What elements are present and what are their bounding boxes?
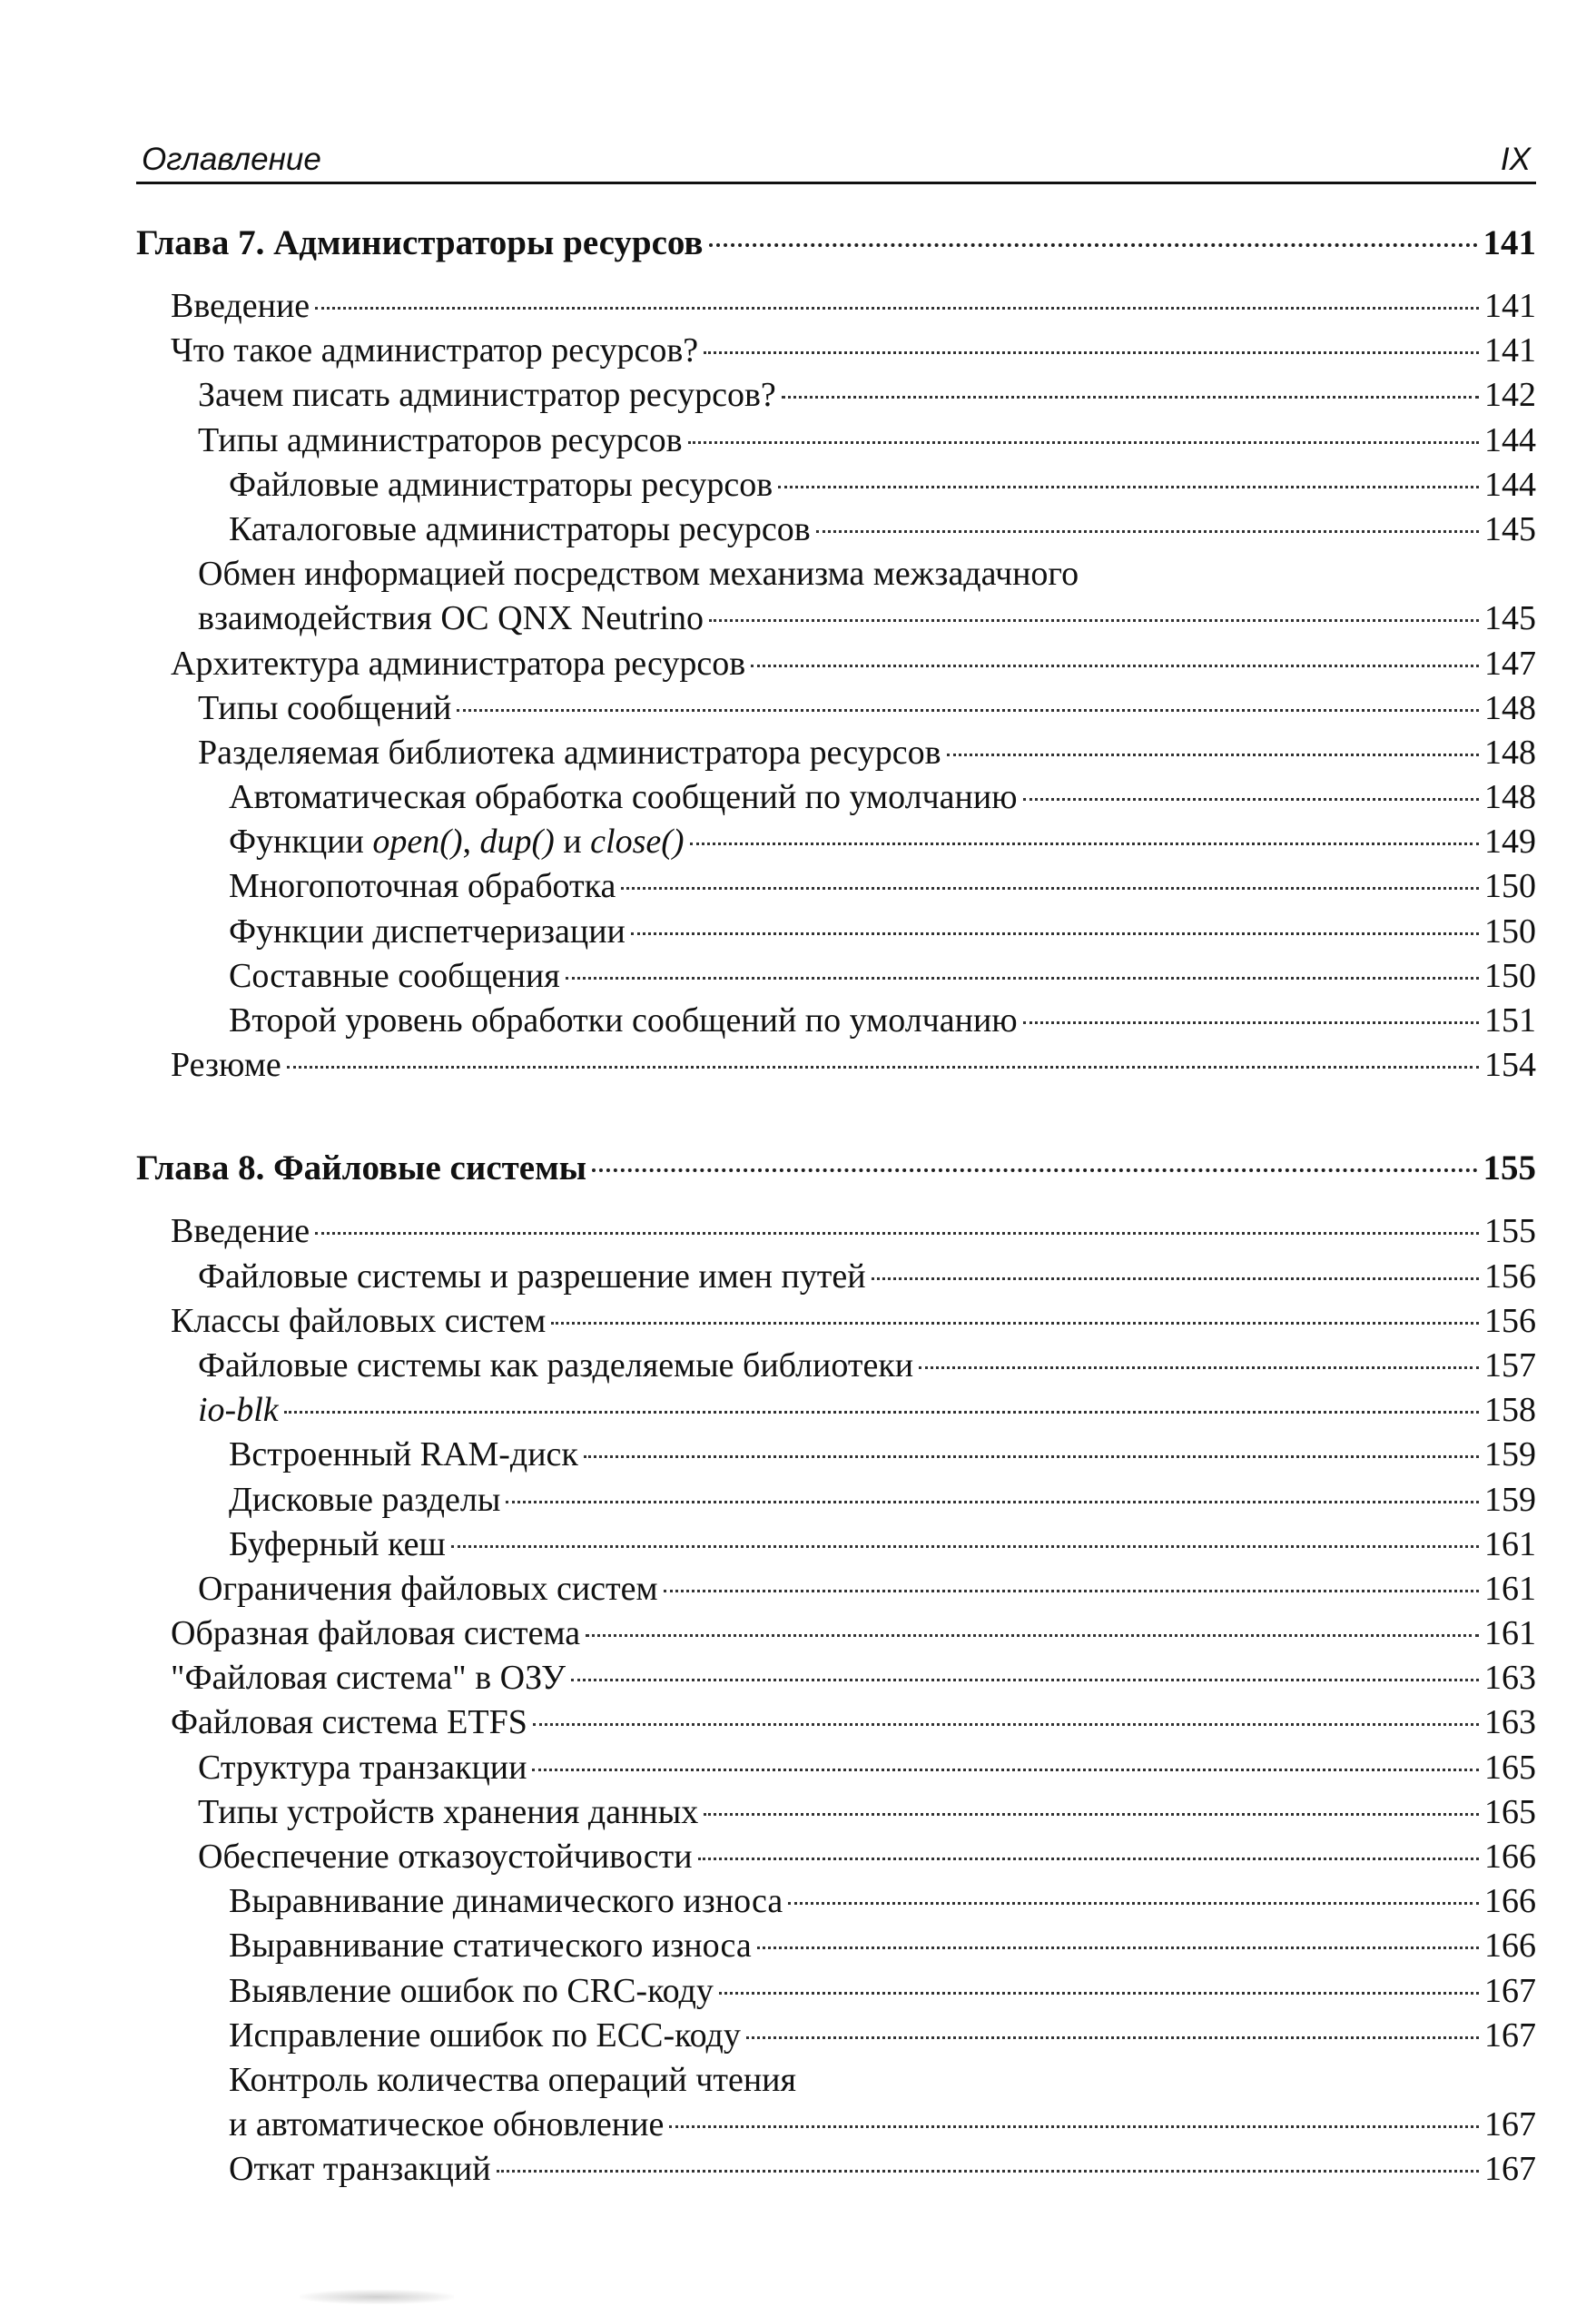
entry-page: 148 (1484, 733, 1536, 772)
toc-entry-continuation[interactable] (136, 2103, 1536, 2147)
toc-entry[interactable] (136, 2014, 1536, 2058)
toc-entry[interactable] (136, 463, 1536, 508)
entry-page: 159 (1484, 1435, 1536, 1474)
dot-leader (571, 1679, 1479, 1681)
dot-leader (457, 709, 1479, 712)
entry-title-continued: взаимодействия ОС QNX Neutrino (198, 599, 704, 638)
dot-leader (816, 530, 1479, 533)
dot-leader (778, 486, 1479, 488)
entry-page: 141 (1484, 331, 1536, 370)
entry-title: Каталоговые администраторы ресурсов (229, 509, 811, 548)
entry-title: Типы устройств хранения данных (198, 1792, 699, 1831)
entry-page: 141 (1484, 287, 1536, 325)
function-name-close: close() (590, 823, 685, 862)
dot-leader (757, 1946, 1479, 1949)
toc-entry[interactable] (136, 1700, 1536, 1745)
dot-leader (1023, 1021, 1479, 1024)
entry-title: Обмен информацией посредством механизма межзадачного (198, 555, 1079, 594)
dot-leader (947, 754, 1479, 756)
toc-entry[interactable] (136, 910, 1536, 954)
toc-entry[interactable] (136, 1879, 1536, 1924)
scan-smudge (300, 2290, 454, 2304)
entry-page: 157 (1484, 1345, 1536, 1385)
entry-title: Встроенный RAM-диск (229, 1435, 578, 1474)
dot-leader (782, 396, 1479, 399)
toc-entry[interactable] (136, 999, 1536, 1043)
toc-entry[interactable] (136, 731, 1536, 775)
entry-page: 167 (1484, 2105, 1536, 2144)
entry-page: 161 (1484, 1524, 1536, 1563)
header-page-number: IX (1500, 142, 1531, 177)
toc-entry-first-line[interactable] (136, 2058, 1536, 2103)
entry-title: Типы администраторов ресурсов (198, 420, 683, 459)
entry-page: 151 (1484, 1001, 1536, 1040)
entry-page: 163 (1484, 1703, 1536, 1742)
entry-title: Что такое администратор ресурсов? (171, 331, 699, 370)
header-title: Оглавление (142, 142, 321, 177)
entry-title: Зачем писать администратор ресурсов? (198, 376, 776, 415)
entry-title: Контроль количества операций чтения (229, 2060, 796, 2099)
entry-title: Структура транзакции (198, 1748, 527, 1787)
dot-leader (872, 1277, 1479, 1280)
toc-entry[interactable] (136, 864, 1536, 909)
toc-entry[interactable] (136, 1969, 1536, 2014)
toc-entry[interactable] (136, 329, 1536, 373)
entry-page: 144 (1484, 420, 1536, 459)
toc-entry[interactable] (136, 2147, 1536, 2192)
dot-leader (315, 307, 1479, 310)
dot-leader (586, 1634, 1479, 1637)
dot-leader (566, 977, 1479, 980)
entry-separator: и (554, 823, 591, 862)
entry-title-continued: и автоматическое обновление (229, 2105, 665, 2144)
entry-page: 150 (1484, 867, 1536, 906)
toc-entry[interactable] (136, 1388, 1536, 1433)
dot-leader (551, 1322, 1479, 1325)
toc-entry[interactable] (136, 1924, 1536, 1968)
entry-title: Введение (171, 287, 310, 325)
chapter-heading[interactable] (136, 222, 1536, 279)
entry-title: Образная файловая система (171, 1614, 581, 1653)
toc-entry[interactable] (136, 1790, 1536, 1835)
dot-leader (669, 2125, 1479, 2128)
toc-entry[interactable] (136, 1746, 1536, 1790)
dot-leader (533, 1723, 1479, 1726)
entry-title: Резюме (171, 1046, 281, 1085)
chapter-page: 155 (1483, 1148, 1536, 1188)
entry-title: Буферный кеш (229, 1524, 446, 1563)
entry-page: 156 (1484, 1301, 1536, 1340)
dot-leader (284, 1411, 1479, 1414)
entry-separator: , (462, 823, 480, 862)
toc-entry[interactable] (136, 419, 1536, 463)
entry-title: Файловые системы как разделяемые библиотеки (198, 1345, 914, 1385)
chapter-heading[interactable] (136, 1148, 1536, 1204)
entry-page: 165 (1484, 1748, 1536, 1787)
entry-page: 163 (1484, 1659, 1536, 1698)
toc-entry[interactable] (136, 1344, 1536, 1388)
toc-page (136, 136, 1536, 2193)
toc-entry[interactable] (136, 1523, 1536, 1567)
entry-page: 161 (1484, 1614, 1536, 1653)
dot-leader (1023, 798, 1479, 801)
toc-entry[interactable] (136, 1209, 1536, 1254)
entry-title: Разделяемая библиотека администратора ресурсов (198, 733, 941, 772)
dot-leader (788, 1902, 1479, 1905)
entry-page: 150 (1484, 956, 1536, 995)
toc-entry[interactable] (136, 1567, 1536, 1611)
toc-entry[interactable] (136, 1255, 1536, 1299)
entry-page: 145 (1484, 599, 1536, 638)
entry-title: io-blk (198, 1391, 279, 1430)
entry-title: Обеспечение отказоустойчивости (198, 1838, 693, 1876)
dot-leader (709, 243, 1478, 247)
entry-page: 150 (1484, 912, 1536, 951)
entry-title: "Файловая система" в ОЗУ (171, 1659, 566, 1698)
dot-leader (532, 1769, 1479, 1771)
entry-title: Файловые системы и разрешение имен путей (198, 1257, 866, 1296)
chapter-title: Глава 7. Администраторы ресурсов (136, 223, 704, 262)
entry-title: Исправление ошибок по ECC-коду (229, 2015, 741, 2055)
toc-entry-continuation[interactable] (136, 596, 1536, 641)
entry-title: Выявление ошибок по CRC-коду (229, 1971, 714, 2010)
entry-page: 167 (1484, 2015, 1536, 2055)
dot-leader (719, 1992, 1479, 1995)
toc-entry[interactable] (136, 373, 1536, 418)
entry-title: Выравнивание динамического износа (229, 1882, 783, 1921)
dot-leader (451, 1545, 1479, 1548)
toc-entry[interactable] (136, 1043, 1536, 1088)
dot-leader (631, 932, 1479, 935)
dot-leader (688, 441, 1479, 444)
dot-leader (664, 1590, 1479, 1592)
entry-page: 149 (1484, 823, 1536, 862)
entry-title: Выравнивание статического износа (229, 1927, 752, 1966)
entry-title: Откат транзакций (229, 2150, 491, 2189)
dot-leader (506, 1501, 1479, 1503)
dot-leader (592, 1168, 1477, 1172)
toc-entry[interactable] (136, 1478, 1536, 1523)
entry-title: Ограничения файловых систем (198, 1569, 658, 1608)
toc-entry[interactable] (136, 1835, 1536, 1879)
entry-title: Многопоточная обработка (229, 867, 616, 906)
dot-leader (751, 665, 1479, 667)
toc-entry[interactable] (136, 284, 1536, 329)
entry-title: Дисковые разделы (229, 1480, 501, 1519)
toc-entry[interactable] (136, 775, 1536, 820)
toc-entry[interactable] (136, 508, 1536, 552)
entry-page: 142 (1484, 376, 1536, 415)
chapter-page: 141 (1483, 223, 1536, 262)
entry-title: Типы сообщений (198, 688, 452, 727)
function-name-dup: dup() (479, 823, 555, 862)
entry-page: 145 (1484, 509, 1536, 548)
dot-leader (497, 2170, 1479, 2173)
toc-entry[interactable] (136, 686, 1536, 731)
entry-title: Файловые администраторы ресурсов (229, 465, 773, 504)
entry-title: Автоматическая обработка сообщений по умолчанию (229, 778, 1018, 817)
entry-page: 156 (1484, 1257, 1536, 1296)
chapter-title: Глава 8. Файловые системы (136, 1148, 587, 1188)
dot-leader (698, 1858, 1479, 1860)
entry-title: Составные сообщения (229, 956, 560, 995)
toc-entry[interactable] (136, 954, 1536, 999)
toc-entry[interactable] (136, 820, 1536, 864)
function-name-open: open() (372, 823, 463, 862)
entry-page: 165 (1484, 1792, 1536, 1831)
entry-page: 167 (1484, 2150, 1536, 2189)
entry-page: 148 (1484, 688, 1536, 727)
dot-leader (621, 887, 1479, 890)
chapter-8 (136, 1148, 1536, 2192)
entry-page: 167 (1484, 1971, 1536, 2010)
toc-entry[interactable] (136, 1299, 1536, 1344)
entry-page: 166 (1484, 1882, 1536, 1921)
running-header (136, 136, 1536, 184)
dot-leader (709, 619, 1479, 622)
toc-entry-first-line[interactable] (136, 552, 1536, 596)
dot-leader (746, 2036, 1479, 2039)
entry-title: Функции диспетчеризации (229, 912, 626, 951)
entry-title: Второй уровень обработки сообщений по умолчанию (229, 1001, 1018, 1040)
dot-leader (584, 1455, 1479, 1458)
dot-leader (315, 1232, 1479, 1235)
chapter-7 (136, 222, 1536, 1088)
entry-page: 154 (1484, 1046, 1536, 1085)
entry-title: Архитектура администратора ресурсов (171, 644, 746, 683)
dot-leader (704, 351, 1479, 354)
toc-entry[interactable] (136, 1656, 1536, 1700)
entry-page: 161 (1484, 1569, 1536, 1608)
entry-page: 155 (1484, 1212, 1536, 1251)
entry-title (229, 820, 685, 864)
toc-entry[interactable] (136, 1433, 1536, 1477)
dot-leader (690, 843, 1479, 845)
entry-page: 147 (1484, 644, 1536, 683)
entry-page: 166 (1484, 1927, 1536, 1966)
entry-page: 158 (1484, 1391, 1536, 1430)
entry-page: 166 (1484, 1838, 1536, 1876)
entry-title-prefix: Функции (229, 823, 373, 862)
dot-leader (704, 1813, 1479, 1816)
entry-page: 159 (1484, 1480, 1536, 1519)
dot-leader (919, 1366, 1479, 1369)
entry-title: Введение (171, 1212, 310, 1251)
entry-title: Файловая система ETFS (171, 1703, 527, 1742)
dot-leader (287, 1066, 1479, 1069)
entry-page: 144 (1484, 465, 1536, 504)
toc-entry[interactable] (136, 1611, 1536, 1656)
toc-entry[interactable] (136, 642, 1536, 686)
entry-page: 148 (1484, 778, 1536, 817)
entry-title: Классы файловых систем (171, 1301, 547, 1340)
